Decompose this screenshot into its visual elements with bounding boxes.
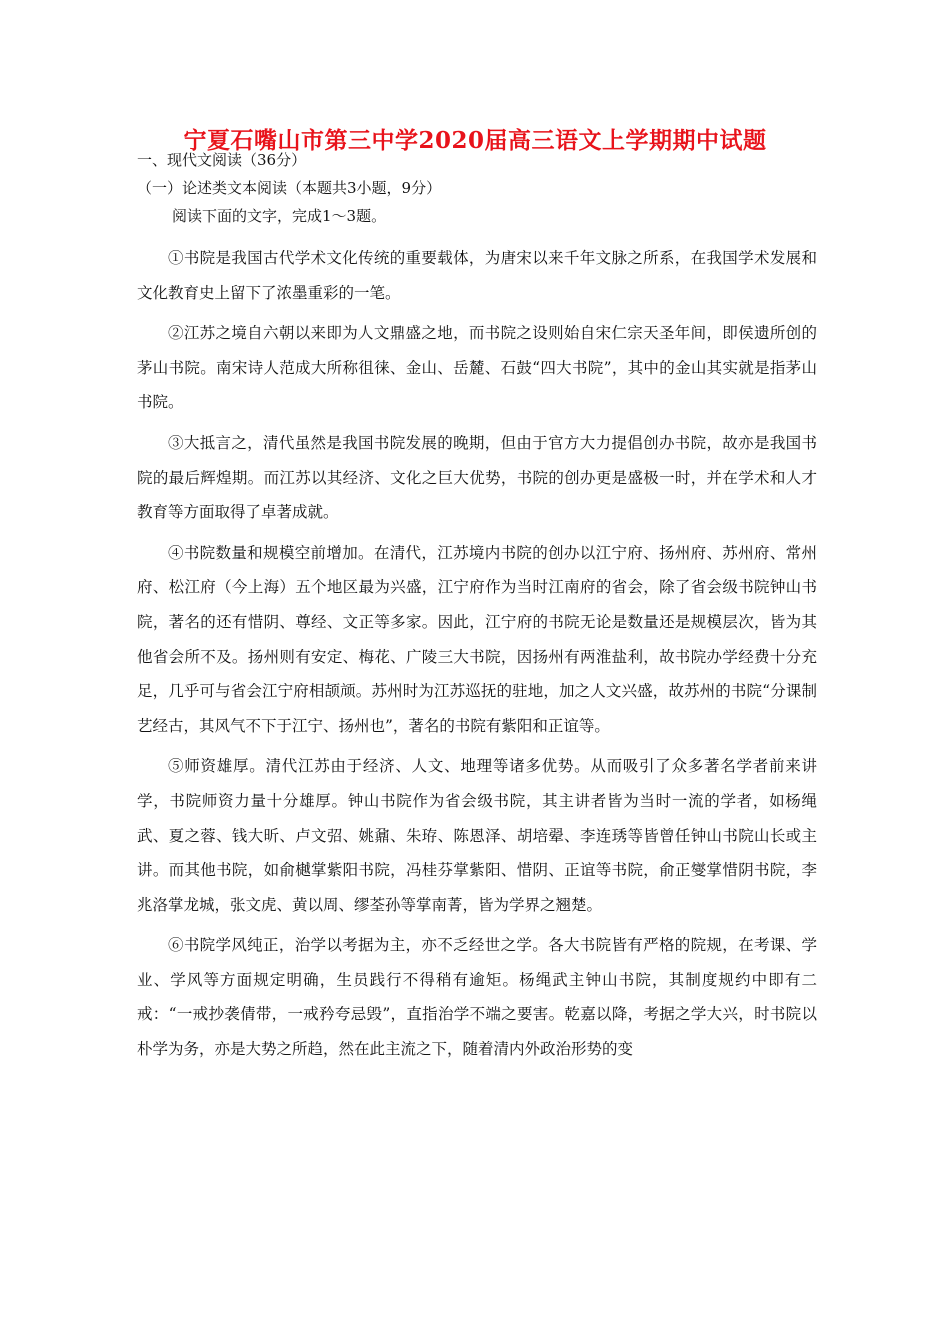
reading-instruction: 阅读下面的文字，完成1～3题。 [172,207,387,225]
paragraph-4: ④书院数量和规模空前增加。在清代，江苏境内书院的创办以江宁府、扬州府、苏州府、常州府、松江府（今上海）五个地区最为兴盛，江宁府作为当时江南府的省会，除了省会级书院钟山书院，著名的还有惜阴、尊经、文正等多家。因此，江宁府的书院无论是数量还是规模层次，皆为其他省会所不及。扬州则有安定、梅花、广陵三大书院，因扬州有两淮盐利，故书院办学经费十分充足，几乎可与省会江宁府相颉颃。苏州时为江苏巡抚的驻地，加之人文兴盛，故苏州的书院“分课制艺经古，其风气不下于江宁、扬州也”，著名的书院有紫阳和正谊等。 [137,543,817,735]
paragraph-3: ③大抵言之，清代虽然是我国书院发展的晚期，但由于官方大力提倡创办书院，故亦是我国书院的最后辉煌期。而江苏以其经济、文化之巨大优势，书院的创办更是盛极一时，并在学术和人才教育等方面取得了卓著成就。 [137,433,817,522]
section-heading: 一、现代文阅读（36分） [137,151,307,169]
passage-body [137,241,817,1073]
paragraph-1: ①书院是我国古代学术文化传统的重要载体，为唐宋以来千年文脉之所系，在我国学术发展和文化教育史上留下了浓墨重彩的一笔。 [137,249,817,302]
paragraph-6: ⑥书院学风纯正，治学以考据为主，亦不乏经世之学。各大书院皆有严格的院规，在考课、学业、学风等方面规定明确，生员践行不得稍有逾矩。杨绳武主钟山书院，其制度规约中即有二戒：“一戒抄袭倩带，一戒矜夸忌毁”，直指治学不端之要害。乾嘉以降，考据之学大兴，时书院以朴学为务，亦是大势之所趋，然在此主流之下，随着清内外政治形势的变 [137,936,817,1059]
paragraph-2: ②江苏之境自六朝以来即为人文鼎盛之地，而书院之设则始自宋仁宗天圣年间，即侯遗所创的茅山书院。南宋诗人范成大所称徂徕、金山、岳麓、石鼓“四大书院”，其中的金山其实就是指茅山书院。 [137,324,817,412]
subsection-heading: （一）论述类文本阅读（本题共3小题，9分） [137,179,442,197]
document-title: 宁夏石嘴山市第三中学2020届高三语文上学期期中试题 [183,127,767,154]
paragraph-5: ⑤师资雄厚。清代江苏由于经济、人文、地理等诸多优势。从而吸引了众多著名学者前来讲学，书院师资力量十分雄厚。钟山书院作为省会级书院，其主讲者皆为当时一流的学者，如杨绳武、夏之蓉、钱大昕、卢文弨、姚鼐、朱珔、陈恩泽、胡培翚、李连琇等皆曾任钟山书院山长或主讲。而其他书院，如俞樾掌紫阳书院，冯桂芬掌紫阳、惜阴、正谊等书院，俞正燮掌惜阴书院，李兆洛掌龙城，张文虎、黄以周、缪荃孙等掌南菁，皆为学界之翘楚。 [137,757,817,914]
